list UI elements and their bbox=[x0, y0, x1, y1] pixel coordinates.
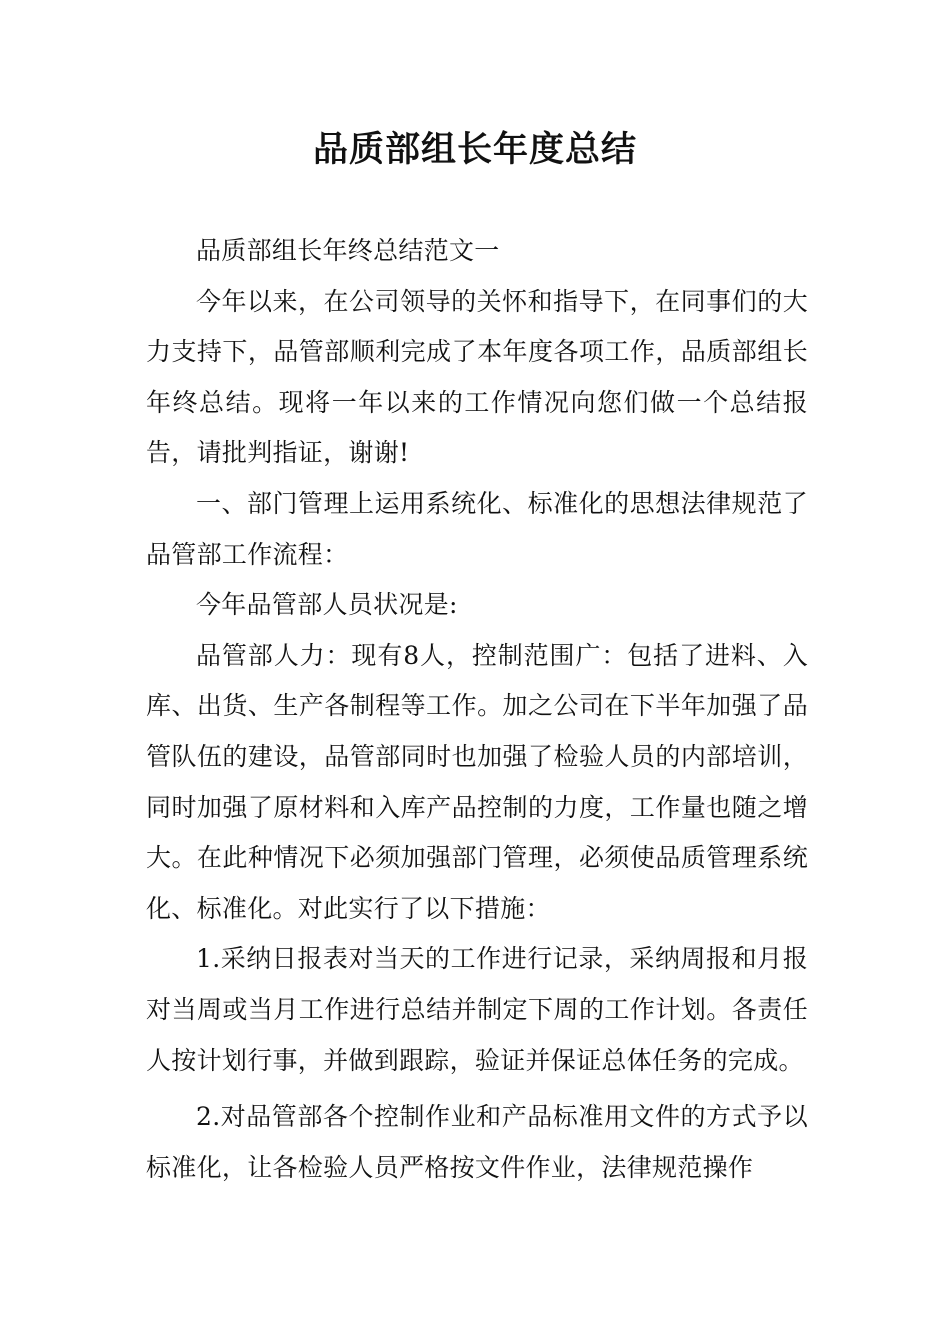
paragraph-staff-status: 今年品管部人员状况是: bbox=[196, 590, 458, 620]
paragraph-measure-1: 1.采纳日报表对当天的工作进行记录，采纳周报和月报对当周或当月工作进行总结并制定下周的工作计划。各责任人按计划行事，并做到跟踪，验证并保证总体任务的完成。 bbox=[146, 944, 808, 1075]
paragraph-section-heading: 一、部门管理上运用系统化、标准化的思想法律规范了品管部工作流程： bbox=[146, 488, 808, 569]
paragraph-staff-detail: 品管部人力：现有8人，控制范围广：包括了进料、入库、出货、生产各制程等工作。加之公司在下半年加强了品管队伍的建设，品管部同时也加强了检验人员的内部培训，同时加强了原材料和入库产品控制的力度，工作量也随之增大。在此种情况下必须加强部门管理，必须使品质管理系统化、标准化。对此实行了以下措施： bbox=[146, 640, 808, 923]
document-body bbox=[146, 226, 808, 1193]
document-title: 品质部组长年度总结 bbox=[312, 130, 637, 170]
paragraph-subtitle: 品质部组长年终总结范文一 bbox=[196, 236, 500, 265]
paragraph-measure-2: 2.对品管部各个控制作业和产品标准用文件的方式予以标准化，让各检验人员严格按文件作业，法律规范操作 bbox=[146, 1102, 808, 1182]
paragraph-intro: 今年以来，在公司领导的关怀和指导下，在同事们的大力支持下，品管部顺利完成了本年度各项工作，品质部组长年终总结。现将一年以来的工作情况向您们做一个总结报告，请批判指证，谢谢! bbox=[146, 286, 808, 468]
